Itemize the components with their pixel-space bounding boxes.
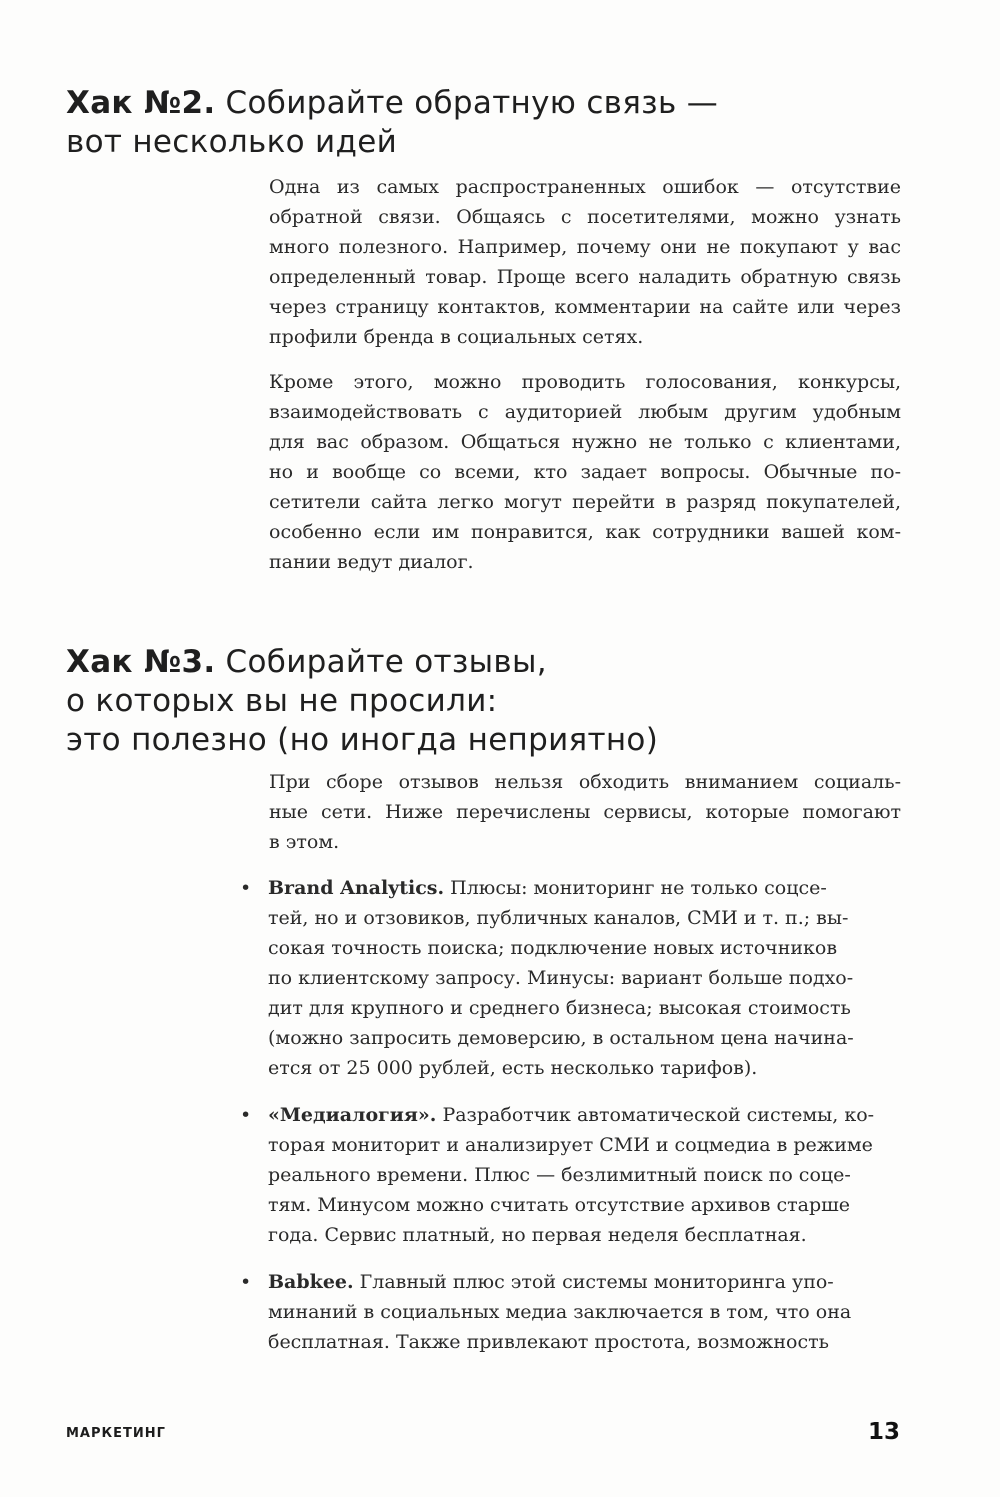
text-line: торая мониторит и анализирует СМИ и соцмедиа в режиме xyxy=(268,1134,873,1156)
text-line: ные сети. Ниже перечислены сервисы, которые помогают xyxy=(269,801,901,823)
text-line: Разработчик автоматической системы, ко- xyxy=(436,1104,875,1126)
text-line: но и вообще со всеми, кто задает вопросы. Обычные по- xyxy=(269,461,901,483)
bullet-icon: • xyxy=(240,1271,252,1293)
text-line: сокая точность поиска; подключение новых источников xyxy=(268,937,838,959)
text-line: минаний в социальных медиа заключается в том, что она xyxy=(268,1301,852,1323)
hack2-title-line1: Собирайте обратную связь — xyxy=(215,85,718,121)
text-line: дит для крупного и среднего бизнеса; высокая стоимость xyxy=(268,997,851,1019)
hack2-paragraph-2 xyxy=(269,367,901,577)
hack3-heading xyxy=(66,643,658,760)
section-name: МАРКЕТИНГ xyxy=(66,1426,166,1441)
text-line: При сборе отзывов нельзя обходить вниманием социаль- xyxy=(269,771,901,793)
text-line: пании ведут диалог. xyxy=(269,551,474,573)
hack3-title-line1: Собирайте отзывы, xyxy=(215,644,547,680)
service-name: Brand Analytics. xyxy=(268,877,445,899)
text-line: Главный плюс этой системы мониторинга упо- xyxy=(353,1271,834,1293)
bullet-icon: • xyxy=(240,877,252,899)
hack3-intro xyxy=(269,767,901,857)
hack2-heading xyxy=(66,84,718,162)
text-line: взаимодействовать с аудиторией любым другим удобным xyxy=(269,401,901,423)
hack2-paragraph-1 xyxy=(269,172,901,352)
text-line: (можно запросить демоверсию, в остальном цена начина- xyxy=(268,1027,854,1049)
text-line: профили бренда в социальных сетях. xyxy=(269,326,644,348)
text-line: тей, но и отзовиков, публичных каналов, СМИ и т. п.; вы- xyxy=(268,907,849,929)
text-line: года. Сервис платный, но первая неделя бесплатная. xyxy=(268,1224,807,1246)
hack3-title-line3: это полезно (но иногда неприятно) xyxy=(66,722,659,758)
text-line: через страницу контактов, комментарии на сайте или через xyxy=(269,296,901,318)
text-line: сетители сайта легко могут перейти в разряд покупателей, xyxy=(269,491,901,513)
hack3-title-line2: о которых вы не просили: xyxy=(66,683,498,719)
page-number: 13 xyxy=(868,1419,901,1445)
text-line: ется от 25 000 рублей, есть несколько тарифов). xyxy=(268,1057,758,1079)
service-name: Babkee. xyxy=(268,1271,354,1293)
hack3-label: Хак №3. xyxy=(66,644,216,680)
hack2-label: Хак №2. xyxy=(66,85,216,121)
text-line: Одна из самых распространенных ошибок — отсутствие xyxy=(269,176,901,198)
text-line: много полезного. Например, почему они не покупают у вас xyxy=(269,236,901,258)
text-line: реального времени. Плюс — безлимитный поиск по соце- xyxy=(268,1164,851,1186)
text-line: определенный товар. Проще всего наладить обратную связь xyxy=(269,266,901,288)
text-line: обратной связи. Общаясь с посетителями, можно узнать xyxy=(269,206,901,228)
text-line: Плюсы: мониторинг не только соцсе- xyxy=(444,877,827,899)
text-line: для вас образом. Общаться нужно не только с клиентами, xyxy=(269,431,901,453)
text-line: особенно если им понравится, как сотрудники вашей ком- xyxy=(269,521,901,543)
service-name: «Медиалогия». xyxy=(268,1104,437,1126)
text-line: Кроме этого, можно проводить голосования, конкурсы, xyxy=(269,371,901,393)
text-line: тям. Минусом можно считать отсутствие архивов старше xyxy=(268,1194,851,1216)
hack2-title-line2: вот несколько идей xyxy=(66,124,398,160)
text-line: по клиентскому запросу. Минусы: вариант больше подхо- xyxy=(268,967,854,989)
bullet-icon: • xyxy=(240,1104,252,1126)
text-line: бесплатная. Также привлекают простота, возможность xyxy=(268,1331,829,1353)
text-line: в этом. xyxy=(269,831,340,853)
